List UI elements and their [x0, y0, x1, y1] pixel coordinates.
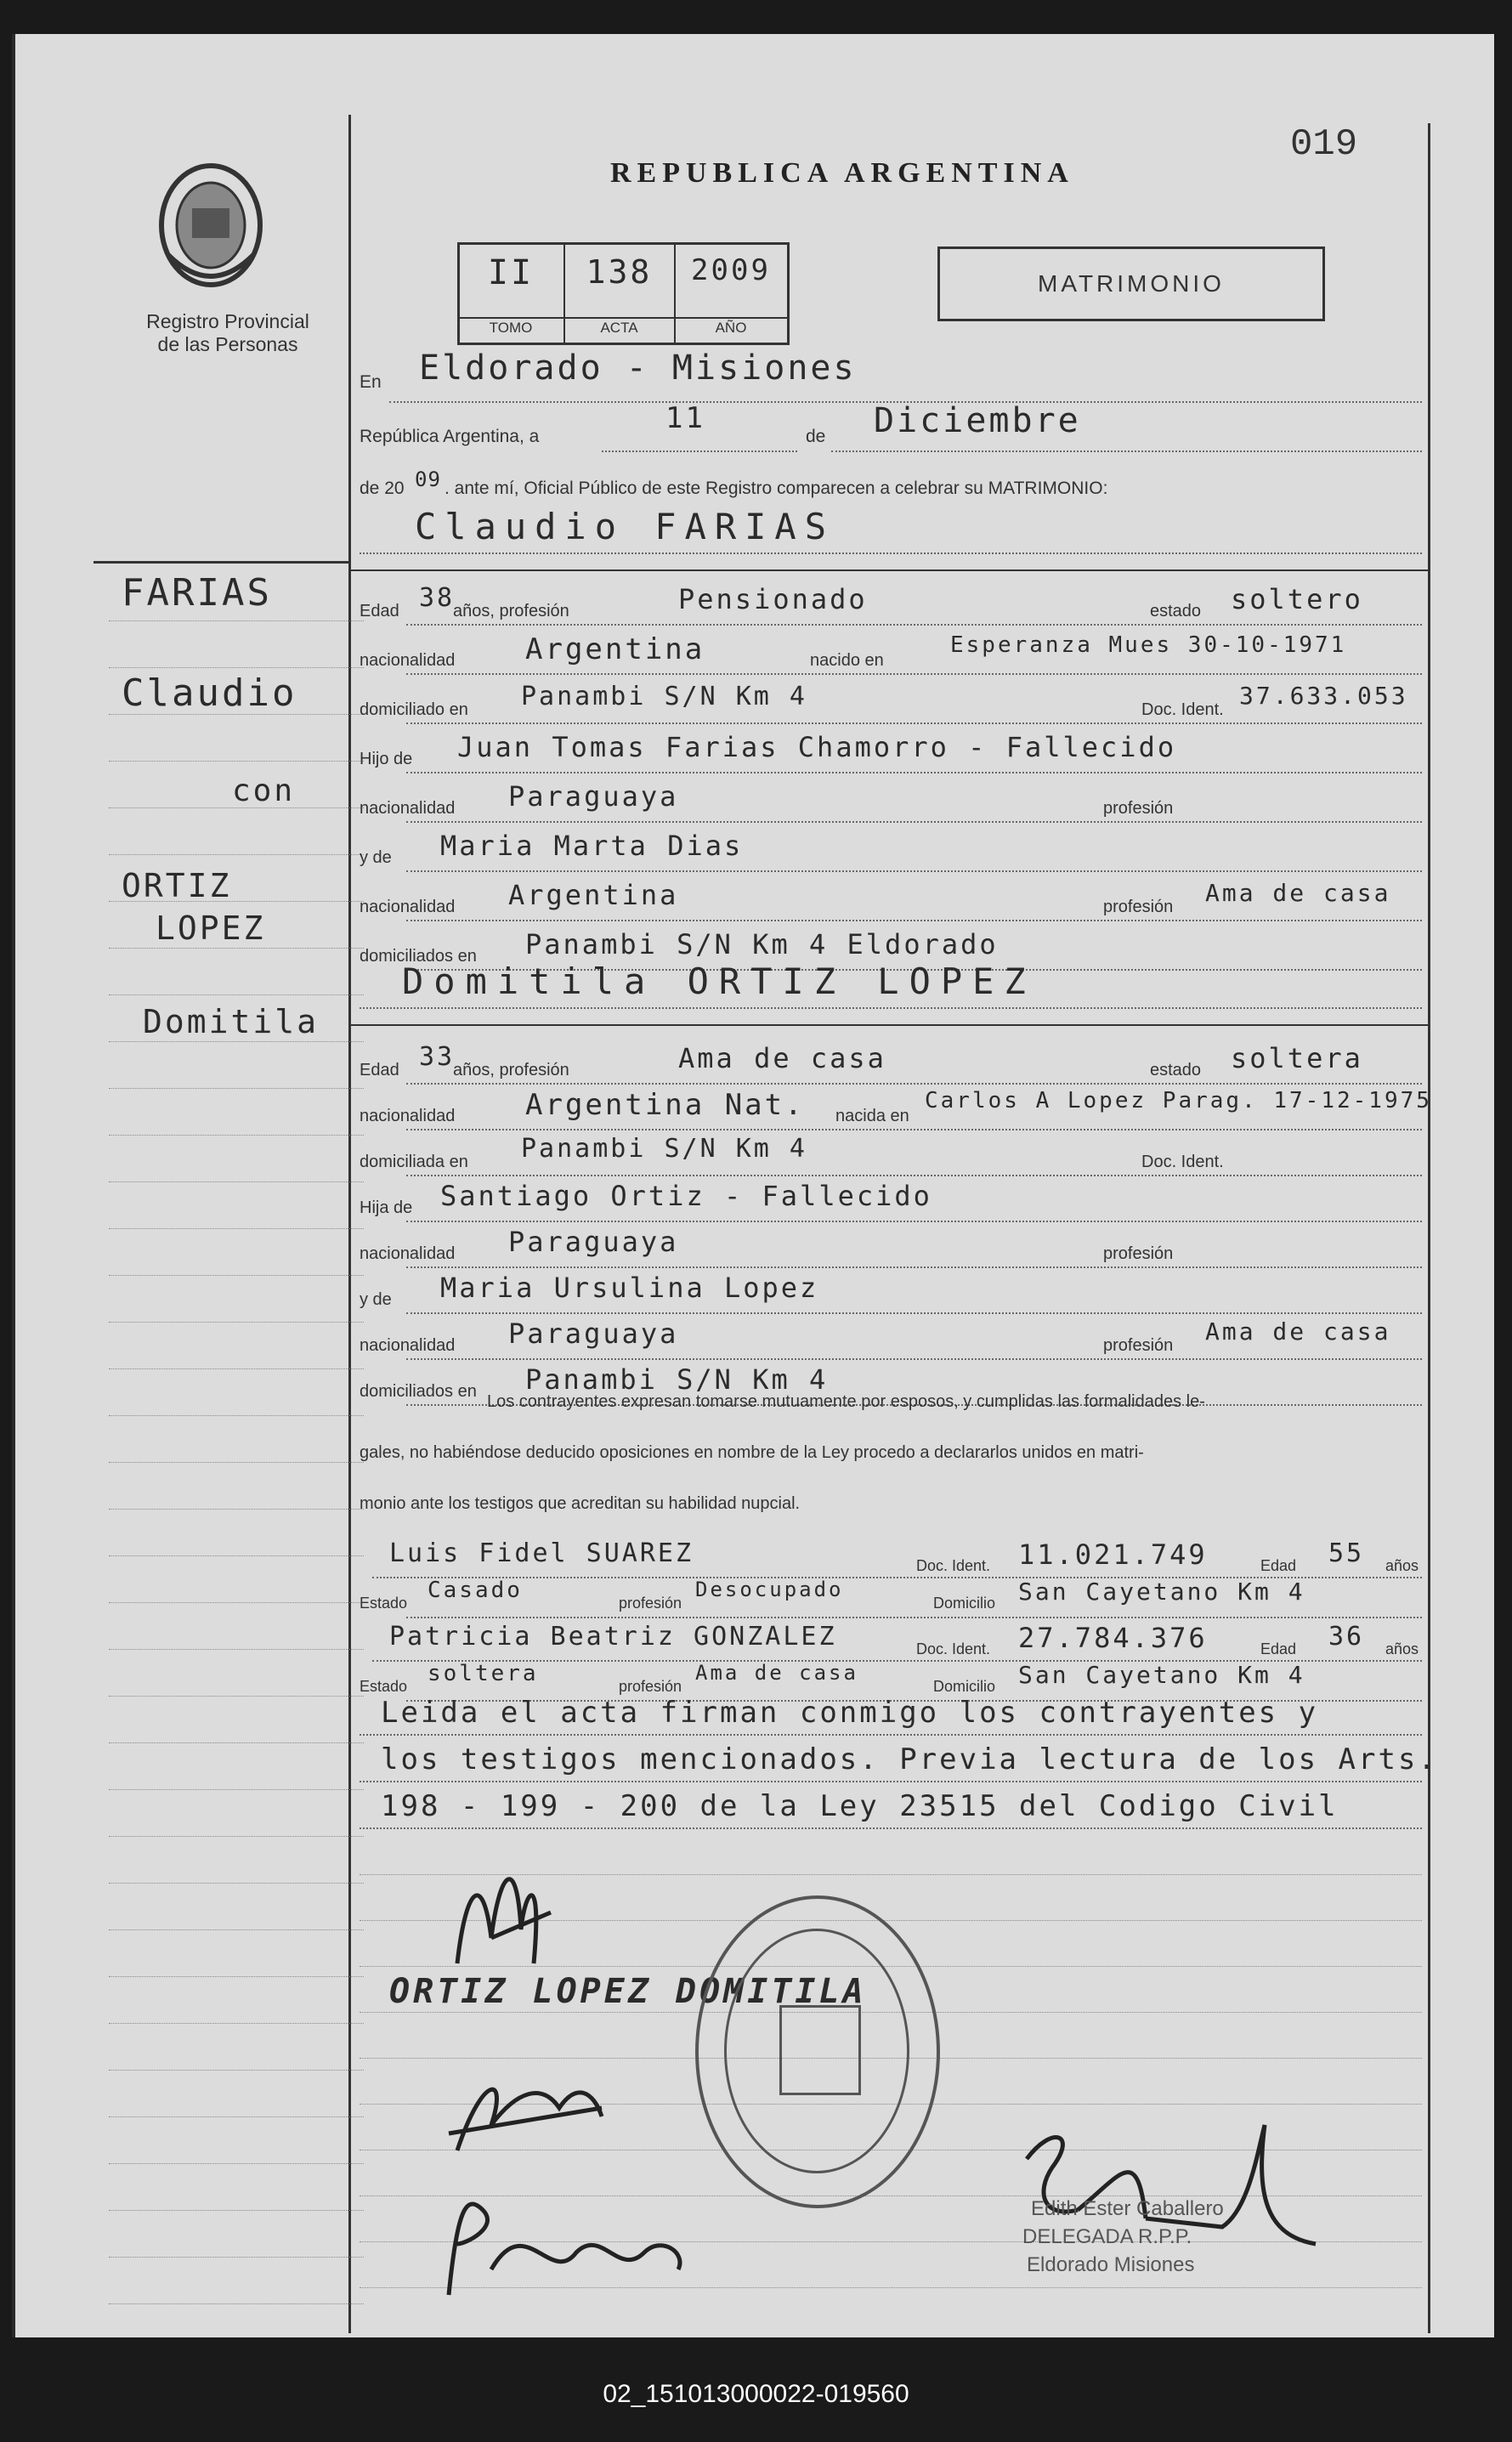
- nationality-label: nacionalidad: [360, 651, 456, 670]
- ante-text: . ante mí, Oficial Público de este Registro comparecen a celebrar su MATRIMONIO:: [445, 479, 1108, 498]
- stamp-emblem-icon: [779, 2005, 861, 2095]
- birthplace-value: Carlos A Lopez Parag. 17-12-1975: [925, 1088, 1432, 1113]
- edad-label: Edad: [360, 1061, 399, 1079]
- parents-address-label: domiciliados en: [360, 947, 477, 966]
- dotted-line: [406, 722, 1422, 724]
- bride-printed-signature: ORTIZ LOPEZ DOMITILA: [389, 1972, 867, 2011]
- official-stamp-seal: [695, 1895, 940, 2208]
- ledger-line: [109, 1649, 364, 1650]
- mother-nationality-value: Argentina: [508, 879, 679, 911]
- closing-line-3: 198 - 199 - 200 de la Ley 23515 del Codigo Civil: [381, 1789, 1339, 1823]
- dotted-line: [406, 673, 1422, 675]
- province-emblem-icon: [151, 161, 270, 331]
- box-label-rule: [460, 317, 787, 319]
- witness-profession-label: profesión: [619, 1595, 682, 1612]
- margin-con: con: [232, 773, 296, 808]
- witness-profession-value: Desocupado: [695, 1578, 844, 1601]
- record-reference-box: [457, 242, 790, 345]
- de-label: de: [806, 427, 826, 446]
- ledger-line: [109, 2303, 364, 2304]
- ceremony-year: 09: [415, 467, 441, 491]
- ledger-line: [109, 1509, 364, 1510]
- right-border-rule: [1428, 123, 1430, 2333]
- witness-name: Luis Fidel SUAREZ: [389, 1538, 694, 1568]
- registry-line-1: Registro Provincial: [146, 310, 309, 332]
- witness-address-label: Domicilio: [933, 1595, 996, 1612]
- official-stamp-location: Eldorado Misiones: [1027, 2253, 1195, 2276]
- witness-doc-value: 11.021.749: [1018, 1538, 1208, 1571]
- dotted-line: [406, 1266, 1422, 1268]
- margin-top-rule: [93, 561, 348, 564]
- groom-signature-icon: [440, 1836, 576, 1980]
- record-type: MATRIMONIO: [1038, 270, 1225, 297]
- tomo-value: II: [487, 253, 535, 292]
- ledger-line: [109, 1228, 364, 1229]
- bride-section-rule: [348, 1024, 1428, 1026]
- parents-address-value: Panambi S/N Km 4: [525, 1363, 829, 1396]
- margin-given-name: Claudio: [122, 671, 297, 715]
- ledger-line: [109, 1555, 364, 1556]
- ledger-line: [109, 901, 364, 902]
- mother-nationality-label: nacionalidad: [360, 898, 456, 916]
- ledger-line: [109, 1088, 364, 1089]
- y-de-label: y de: [360, 848, 392, 867]
- dotted-line: [406, 1175, 1422, 1176]
- ledger-line: [109, 1742, 364, 1743]
- nationality-label: nacionalidad: [360, 1107, 456, 1125]
- record-type-box: [937, 246, 1325, 321]
- ledger-line: [109, 1462, 364, 1463]
- witness-doc-label: Doc. Ident.: [916, 1640, 991, 1657]
- dotted-line: [406, 821, 1422, 823]
- ceremony-place: Eldorado - Misiones: [419, 348, 857, 388]
- birthplace-label: nacida en: [835, 1107, 909, 1125]
- closing-line-1: Leida el acta firman conmigo los contrayentes y: [381, 1696, 1319, 1730]
- ledger-line: [109, 1602, 364, 1603]
- witness-address-label: Domicilio: [933, 1678, 996, 1695]
- ledger-line: [109, 948, 364, 949]
- father-profession-label: profesión: [1103, 799, 1174, 818]
- witness-name: Patricia Beatriz GONZALEZ: [389, 1622, 837, 1652]
- ledger-line: [109, 2163, 364, 2164]
- page-number: 019: [1290, 123, 1358, 166]
- father-nationality-value: Paraguaya: [508, 1226, 679, 1258]
- mother-name: Maria Marta Dias: [440, 830, 744, 862]
- dotted-line: [602, 450, 797, 452]
- witness-status-label: Estado: [360, 1595, 408, 1612]
- witness-2-signature-icon: [432, 2176, 704, 2303]
- ledger-line: [109, 2070, 364, 2071]
- dotted-line: [406, 920, 1422, 921]
- mother-profession-value: Ama de casa: [1205, 1317, 1391, 1346]
- margin-surname-2a: ORTIZ: [122, 867, 232, 904]
- dotted-line: [360, 1781, 1422, 1782]
- nationality-value: Argentina Nat.: [525, 1088, 805, 1122]
- marital-status-value: soltera: [1231, 1042, 1363, 1074]
- republica-label: República Argentina, a: [360, 427, 540, 446]
- mother-name: Maria Ursulina Lopez: [440, 1272, 819, 1304]
- father-profession-label: profesión: [1103, 1244, 1174, 1263]
- tomo-label: TOMO: [489, 320, 533, 336]
- dotted-line: [406, 772, 1422, 773]
- register-page: [12, 34, 1494, 2337]
- witness-age-value: 55: [1328, 1538, 1365, 1568]
- ledger-line: [109, 1041, 364, 1042]
- mother-nationality-value: Paraguaya: [508, 1317, 679, 1350]
- acta-label: ACTA: [600, 320, 638, 336]
- margin-surname: FARIAS: [122, 571, 272, 615]
- witness-age-value: 36: [1328, 1622, 1365, 1652]
- address-label: domiciliada en: [360, 1153, 468, 1171]
- witness-age-label: Edad: [1260, 1640, 1297, 1657]
- ledger-line: [109, 1836, 364, 1837]
- witness-doc-label: Doc. Ident.: [916, 1557, 991, 1574]
- dotted-line: [360, 1827, 1422, 1829]
- dotted-line: [406, 1312, 1422, 1314]
- address-label: domiciliado en: [360, 700, 468, 719]
- ledger-line: [109, 1135, 364, 1136]
- ledger-line: [109, 620, 364, 621]
- ledger-line: [109, 807, 364, 808]
- dotted-line: [406, 1221, 1422, 1222]
- ledger-line: [109, 994, 364, 995]
- registry-line-2: de las Personas: [157, 333, 298, 355]
- edad-label: Edad: [360, 602, 399, 620]
- witness-age-label: Edad: [1260, 1557, 1297, 1574]
- dotted-line: [406, 624, 1422, 626]
- dotted-line: [360, 1007, 1422, 1009]
- witness-address-value: San Cayetano Km 4: [1018, 1661, 1305, 1689]
- year-prefix: de 20: [360, 479, 405, 498]
- groom-full-name: Claudio FARIAS: [415, 506, 835, 547]
- occupation-value: Pensionado: [678, 583, 868, 615]
- dotted-line: [360, 552, 1422, 554]
- mother-profession-value: Ama de casa: [1205, 879, 1391, 907]
- age-value: 33: [419, 1042, 456, 1072]
- doc-value: 37.633.053: [1239, 682, 1408, 710]
- witness-signature-icon: [432, 2057, 619, 2167]
- witness-years-label: años: [1385, 1640, 1419, 1657]
- official-stamp-name: Edith Ester Caballero: [1031, 2197, 1224, 2220]
- groom-section-rule: [348, 569, 1428, 571]
- ceremony-month: Diciembre: [874, 401, 1081, 440]
- father-nationality-label: nacionalidad: [360, 1244, 456, 1263]
- parents-address-value: Panambi S/N Km 4 Eldorado: [525, 928, 999, 960]
- ledger-line: [109, 1696, 364, 1697]
- ledger-line: [109, 1181, 364, 1182]
- dotted-line: [406, 1129, 1422, 1130]
- birthplace-value: Esperanza Mues 30-10-1971: [950, 632, 1347, 658]
- witness-profession-label: profesión: [619, 1678, 682, 1695]
- ledger-line: [109, 1976, 364, 1977]
- dotted-line: [360, 1734, 1422, 1736]
- box-divider-1: [563, 245, 565, 343]
- ledger-line: [109, 1275, 364, 1276]
- witness-address-value: San Cayetano Km 4: [1018, 1578, 1305, 1606]
- ledger-line: [109, 2023, 364, 2024]
- dotted-line: [831, 450, 1422, 452]
- witness-doc-value: 27.784.376: [1018, 1622, 1208, 1654]
- ledger-line: [109, 2210, 364, 2211]
- parents-address-label: domiciliados en: [360, 1382, 477, 1401]
- official-signature-icon: [1001, 2108, 1324, 2278]
- official-stamp-title: DELEGADA R.P.P.: [1022, 2225, 1192, 2248]
- bride-full-name: Domitila ORTIZ LOPEZ: [402, 960, 1036, 1002]
- doc-label: Doc. Ident.: [1141, 1153, 1224, 1171]
- ledger-line: [109, 2116, 364, 2117]
- closing-line-2: los testigos mencionados. Previa lectura de los Arts.: [381, 1742, 1438, 1776]
- address-value: Panambi S/N Km 4: [521, 682, 807, 711]
- declaration-line-2: gales, no habiéndose deducido oposiciones en nombre de la Ley procedo a declararlos unidos en matri-: [360, 1443, 1144, 1462]
- estado-label: estado: [1150, 1061, 1202, 1079]
- scan-id-footer: 02_151013000022-019560: [603, 2380, 909, 2408]
- ledger-line: [109, 667, 364, 668]
- ledger-line: [109, 1322, 364, 1323]
- dotted-line: [406, 1083, 1422, 1085]
- witness-status-value: soltera: [428, 1661, 539, 1686]
- margin-given-name-2: Domitila: [143, 1003, 320, 1040]
- witness-profession-value: Ama de casa: [695, 1661, 858, 1685]
- mother-profession-label: profesión: [1103, 898, 1174, 916]
- dotted-line: [406, 1358, 1422, 1360]
- witness-status-value: Casado: [428, 1578, 523, 1603]
- parent-label: Hijo de: [360, 750, 413, 768]
- witness-years-label: años: [1385, 1557, 1419, 1574]
- marital-status-value: soltero: [1231, 583, 1363, 615]
- birthplace-label: nacido en: [810, 651, 884, 670]
- country-title: REPUBLICA ARGENTINA: [610, 157, 1074, 189]
- ledger-line: [109, 1415, 364, 1416]
- dotted-line: [406, 870, 1422, 872]
- father-nationality-label: nacionalidad: [360, 799, 456, 818]
- left-column-rule: [348, 115, 351, 2333]
- estado-label: estado: [1150, 602, 1202, 620]
- box-divider-2: [674, 245, 676, 343]
- nationality-value: Argentina: [525, 632, 705, 666]
- ledger-line: [109, 854, 364, 855]
- ledger-line: [109, 1789, 364, 1790]
- father-name: Juan Tomas Farias Chamorro - Fallecido: [457, 731, 1177, 763]
- witness-status-label: Estado: [360, 1678, 408, 1695]
- occupation-value: Ama de casa: [678, 1042, 886, 1074]
- en-label: En: [360, 372, 382, 392]
- parent-label: Hija de: [360, 1198, 413, 1217]
- ledger-line: [109, 1883, 364, 1884]
- mother-profession-label: profesión: [1103, 1336, 1174, 1355]
- profesion-label: años, profesión: [453, 602, 569, 620]
- acta-value: 138: [586, 253, 653, 291]
- ledger-line: [109, 761, 364, 762]
- ledger-line: [109, 2257, 364, 2258]
- ledger-line: [109, 1929, 364, 1930]
- mother-nationality-label: nacionalidad: [360, 1336, 456, 1355]
- father-name: Santiago Ortiz - Fallecido: [440, 1180, 932, 1212]
- declaration-line-1: Los contrayentes expresan tomarse mutuamente por esposos, y cumplidas las formalidades le-: [487, 1392, 1205, 1411]
- anio-label: AÑO: [715, 320, 747, 336]
- dotted-line: [406, 1617, 1422, 1618]
- ceremony-day: 11: [665, 401, 705, 435]
- ledger-line: [109, 1368, 364, 1369]
- doc-label: Doc. Ident.: [1141, 700, 1224, 719]
- y-de-label: y de: [360, 1290, 392, 1309]
- address-value: Panambi S/N Km 4: [521, 1134, 807, 1164]
- profesion-label: años, profesión: [453, 1061, 569, 1079]
- margin-surname-2b: LOPEZ: [156, 909, 266, 947]
- age-value: 38: [419, 583, 456, 613]
- declaration-line-3: monio ante los testigos que acreditan su habilidad nupcial.: [360, 1494, 801, 1513]
- ledger-line: [109, 714, 364, 715]
- father-nationality-value: Paraguaya: [508, 780, 679, 813]
- anio-value: 2009: [691, 253, 771, 287]
